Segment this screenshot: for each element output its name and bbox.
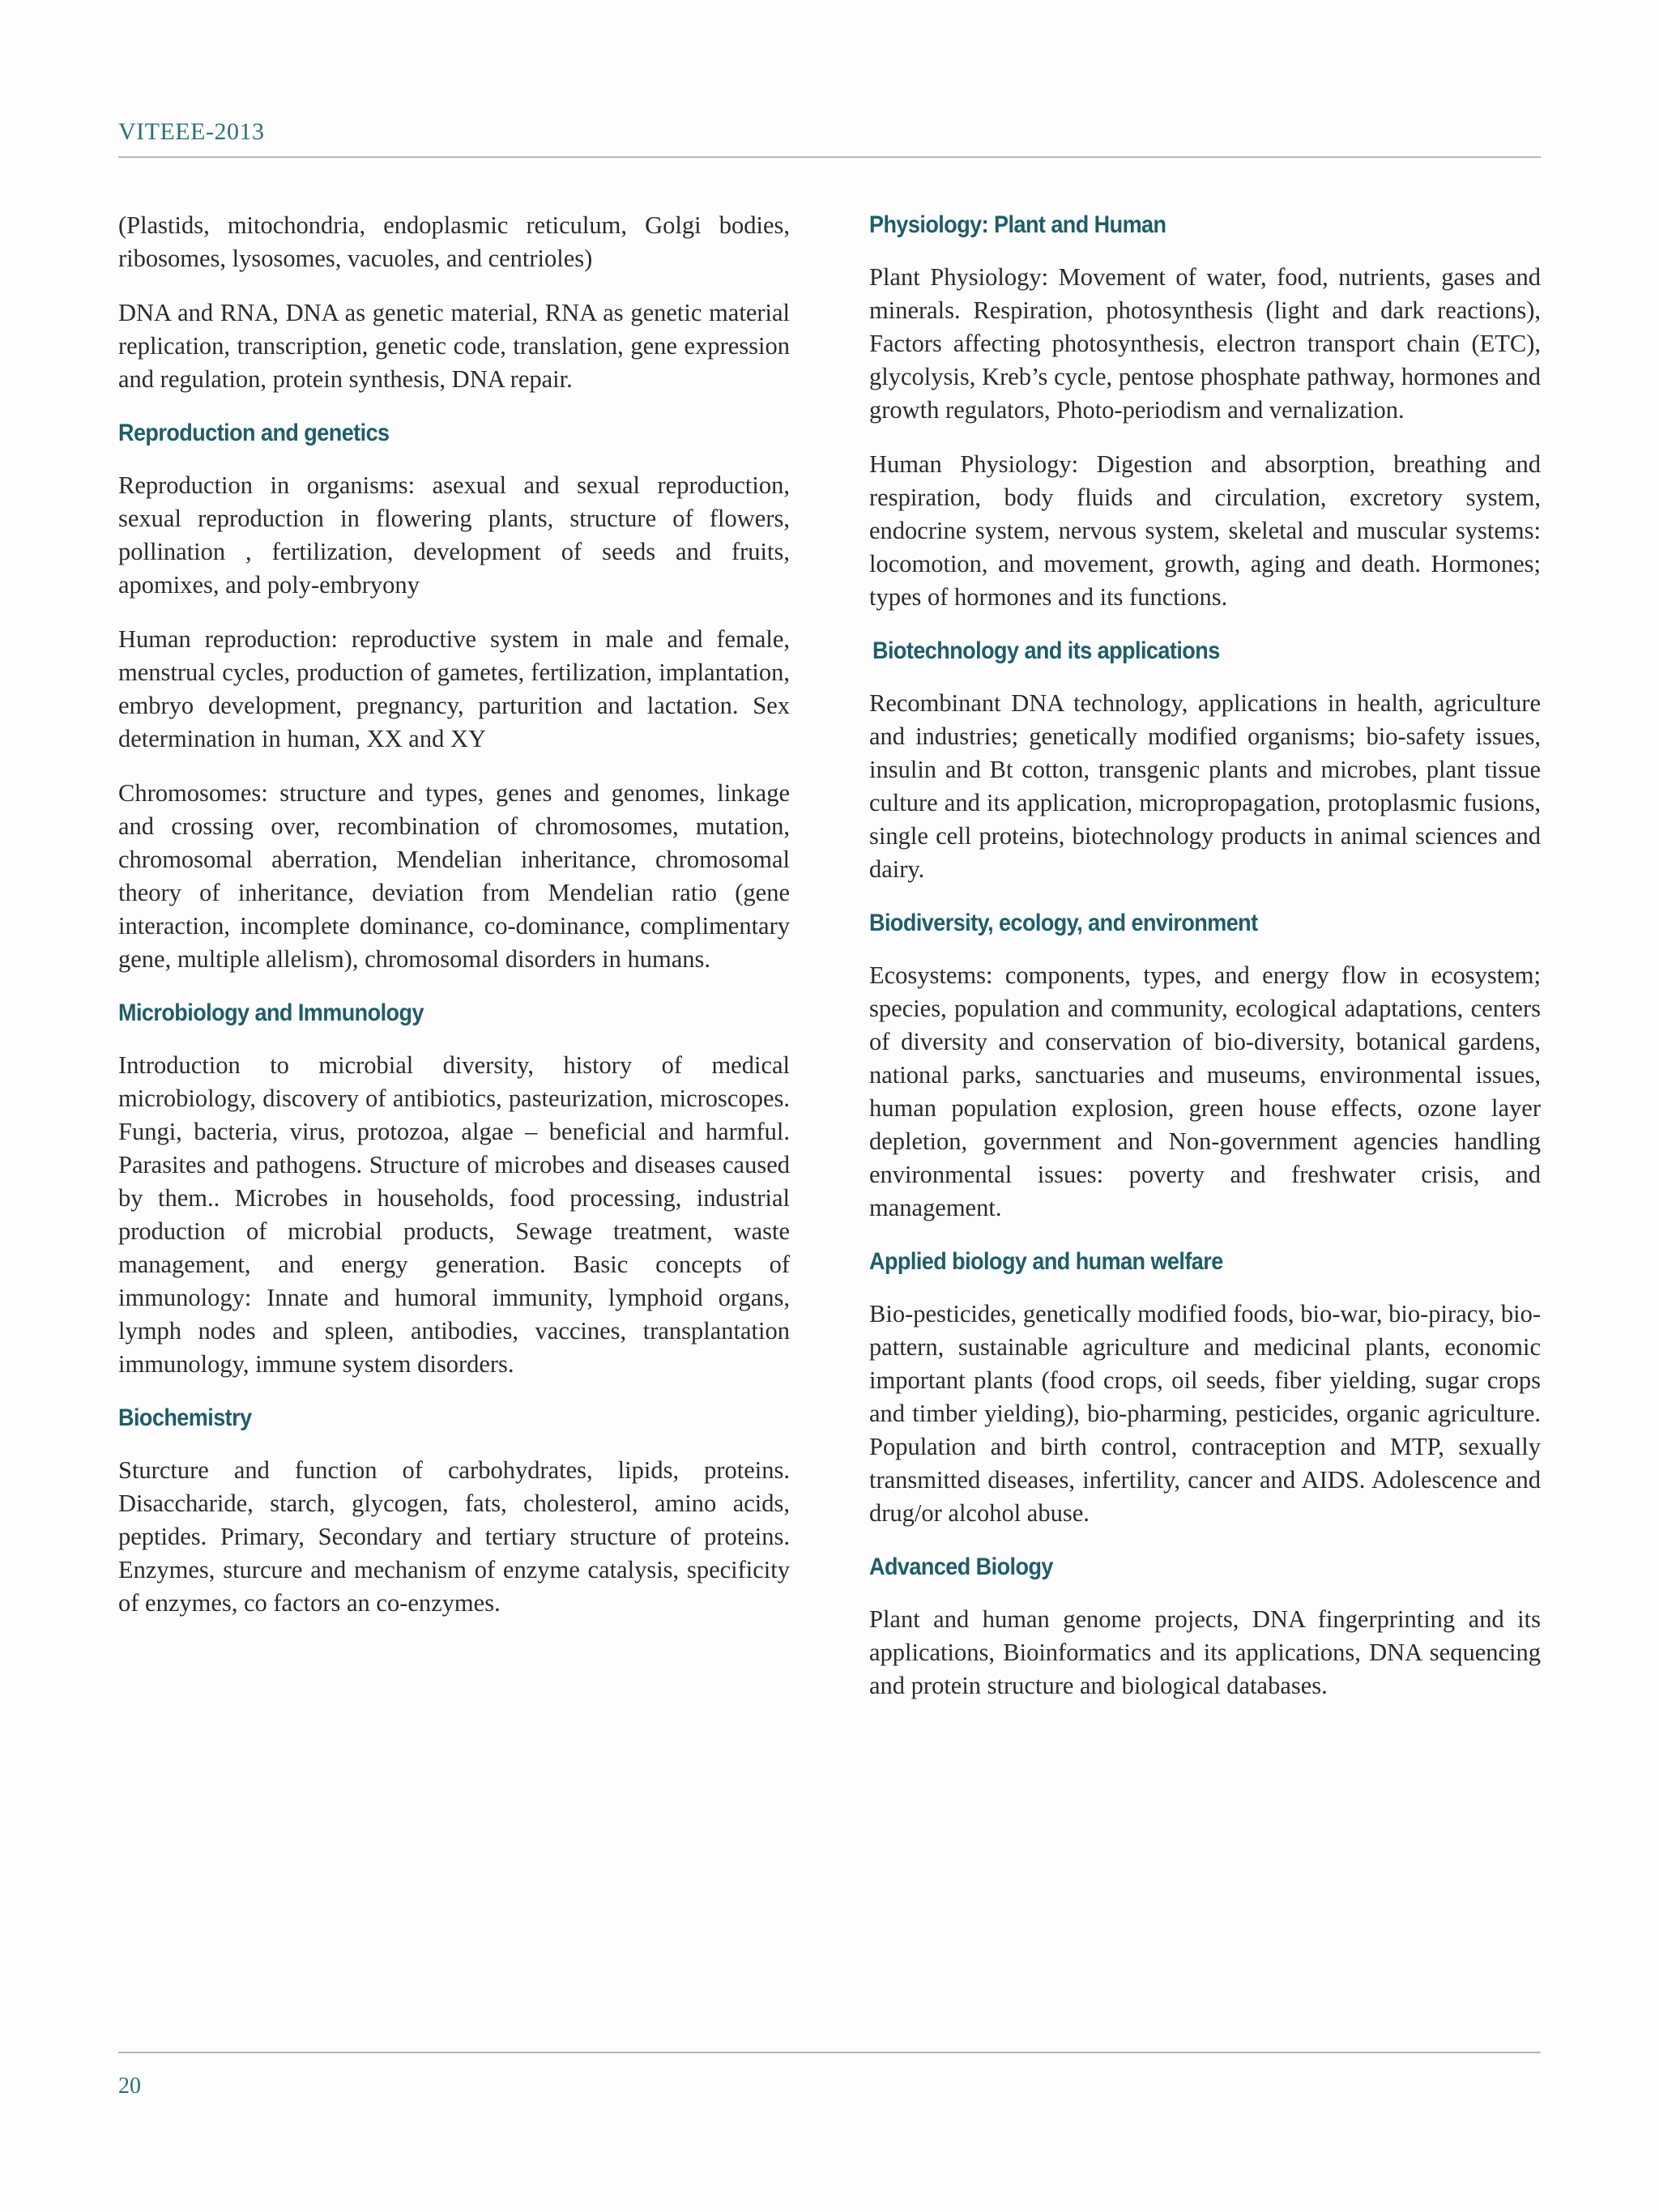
paragraph-human-physiology: Human Physiology: Digestion and absorption, breathing and respiration, body fluids and circulation, excretory system, endocrine system, nervous system, skeletal and muscular systems: locomotion, and movement, growth, aging and death. Hormones; types of hormones and its functions.	[869, 450, 1541, 611]
paragraph-human-reproduction: Human reproduction: reproductive system in male and female, menstrual cycles, production of gametes, fertilization, implantation, embryo development, pregnancy, parturition and lactation. Sex determination in human, XX and XY	[118, 625, 790, 752]
footer-divider	[118, 2052, 1541, 2053]
page-header-title: VITEEE-2013	[118, 118, 265, 145]
heading-microbiology-immunology: Microbiology and Immunology	[118, 999, 424, 1026]
paragraph-biotechnology: Recombinant DNA technology, applications in health, agriculture and industries; genetically modified organisms; bio-safety issues, insulin and Bt cotton, transgenic plants and microbes, plant tissue culture and its application, micropropagation, protoplasmic fusions, single cell proteins, biotechnology products in animal sciences and dairy.	[869, 689, 1541, 883]
left-column	[118, 209, 790, 1641]
paragraph-advanced-biology: Plant and human genome projects, DNA fingerprinting and its applications, Bioinformatics and its applications, DNA sequencing and protein structure and biological databases.	[869, 1605, 1541, 1699]
heading-applied-biology: Applied biology and human welfare	[869, 1248, 1223, 1275]
paragraph-cell-organelles: (Plastids, mitochondria, endoplasmic reticulum, Golgi bodies, ribosomes, lysosomes, vacuoles, and centrioles)	[118, 211, 790, 272]
page-number: 20	[118, 2073, 141, 2099]
paragraph-reproduction-organisms: Reproduction in organisms: asexual and sexual reproduction, sexual reproduction in flowering plants, structure of flowers, pollination , fertilization, development of seeds and fruits, apomixes, and poly-embryony	[118, 471, 790, 599]
right-column	[869, 209, 1541, 1724]
heading-biodiversity: Biodiversity, ecology, and environment	[869, 910, 1258, 936]
paragraph-applied-biology: Bio-pesticides, genetically modified foods, bio-war, bio-piracy, bio-pattern, sustainable agriculture and medicinal plants, economic important plants (food crops, oil seeds, fiber yielding, sugar crops and timber yielding), bio-pharming, pesticides, organic agriculture. Population and birth control, contraception and MTP, sexually transmitted diseases, infertility, cancer and AIDS. Adolescence and drug/or alcohol abuse.	[869, 1300, 1541, 1527]
heading-physiology: Physiology: Plant and Human	[869, 211, 1166, 238]
paragraph-microbiology: Introduction to microbial diversity, history of medical microbiology, discovery of antibiotics, pasteurization, microscopes. Fungi, bacteria, virus, protozoa, algae – beneficial and harmful. Parasites and pathogens. Structure of microbes and diseases caused by them.. Microbes in households, food processing, industrial production of microbial products, Sewage treatment, waste management, and energy generation. Basic concepts of immunology: Innate and humoral immunity, lymphoid organs, lymph nodes and spleen, antibodies, vaccines, transplantation immunology, immune system disorders.	[118, 1051, 790, 1378]
heading-reproduction-genetics: Reproduction and genetics	[118, 420, 390, 446]
heading-biotechnology: Biotechnology and its applications	[872, 637, 1220, 664]
heading-advanced-biology: Advanced Biology	[869, 1554, 1053, 1580]
paragraph-biochemistry: Sturcture and function of carbohydrates, lipids, proteins. Disaccharide, starch, glycogen, fats, cholesterol, amino acids, peptides. Primary, Secondary and tertiary structure of proteins. Enzymes, sturcure and mechanism of enzyme catalysis, specificity of enzymes, co factors an co-enzymes.	[118, 1456, 790, 1617]
header-divider	[118, 156, 1541, 158]
paragraph-dna-rna: DNA and RNA, DNA as genetic material, RNA as genetic material replication, transcription, genetic code, translation, gene expression and regulation, protein synthesis, DNA repair.	[118, 299, 790, 393]
paragraph-ecosystems: Ecosystems: components, types, and energy flow in ecosystem; species, population and community, ecological adaptations, centers of diversity and conservation of bio-diversity, botanical gardens, national parks, sanctuaries and museums, environmental issues, human population explosion, green house effects, ozone layer depletion, government and Non-government agencies handling environmental issues: poverty and freshwater crisis, and management.	[869, 961, 1541, 1221]
paragraph-chromosomes: Chromosomes: structure and types, genes and genomes, linkage and crossing over, recombination of chromosomes, mutation, chromosomal aberration, Mendelian inheritance, chromosomal theory of inheritance, deviation from Mendelian ratio (gene interaction, incomplete dominance, co-dominance, complimentary gene, multiple allelism), chromosomal disorders in humans.	[118, 779, 790, 973]
heading-biochemistry: Biochemistry	[118, 1404, 252, 1431]
paragraph-plant-physiology: Plant Physiology: Movement of water, food, nutrients, gases and minerals. Respiration, photosynthesis (light and dark reactions), Factors affecting photosynthesis, electron transport chain (ETC), glycolysis, Kreb’s cycle, pentose phosphate pathway, hormones and growth regulators, Photo-periodism and vernalization.	[869, 263, 1541, 424]
